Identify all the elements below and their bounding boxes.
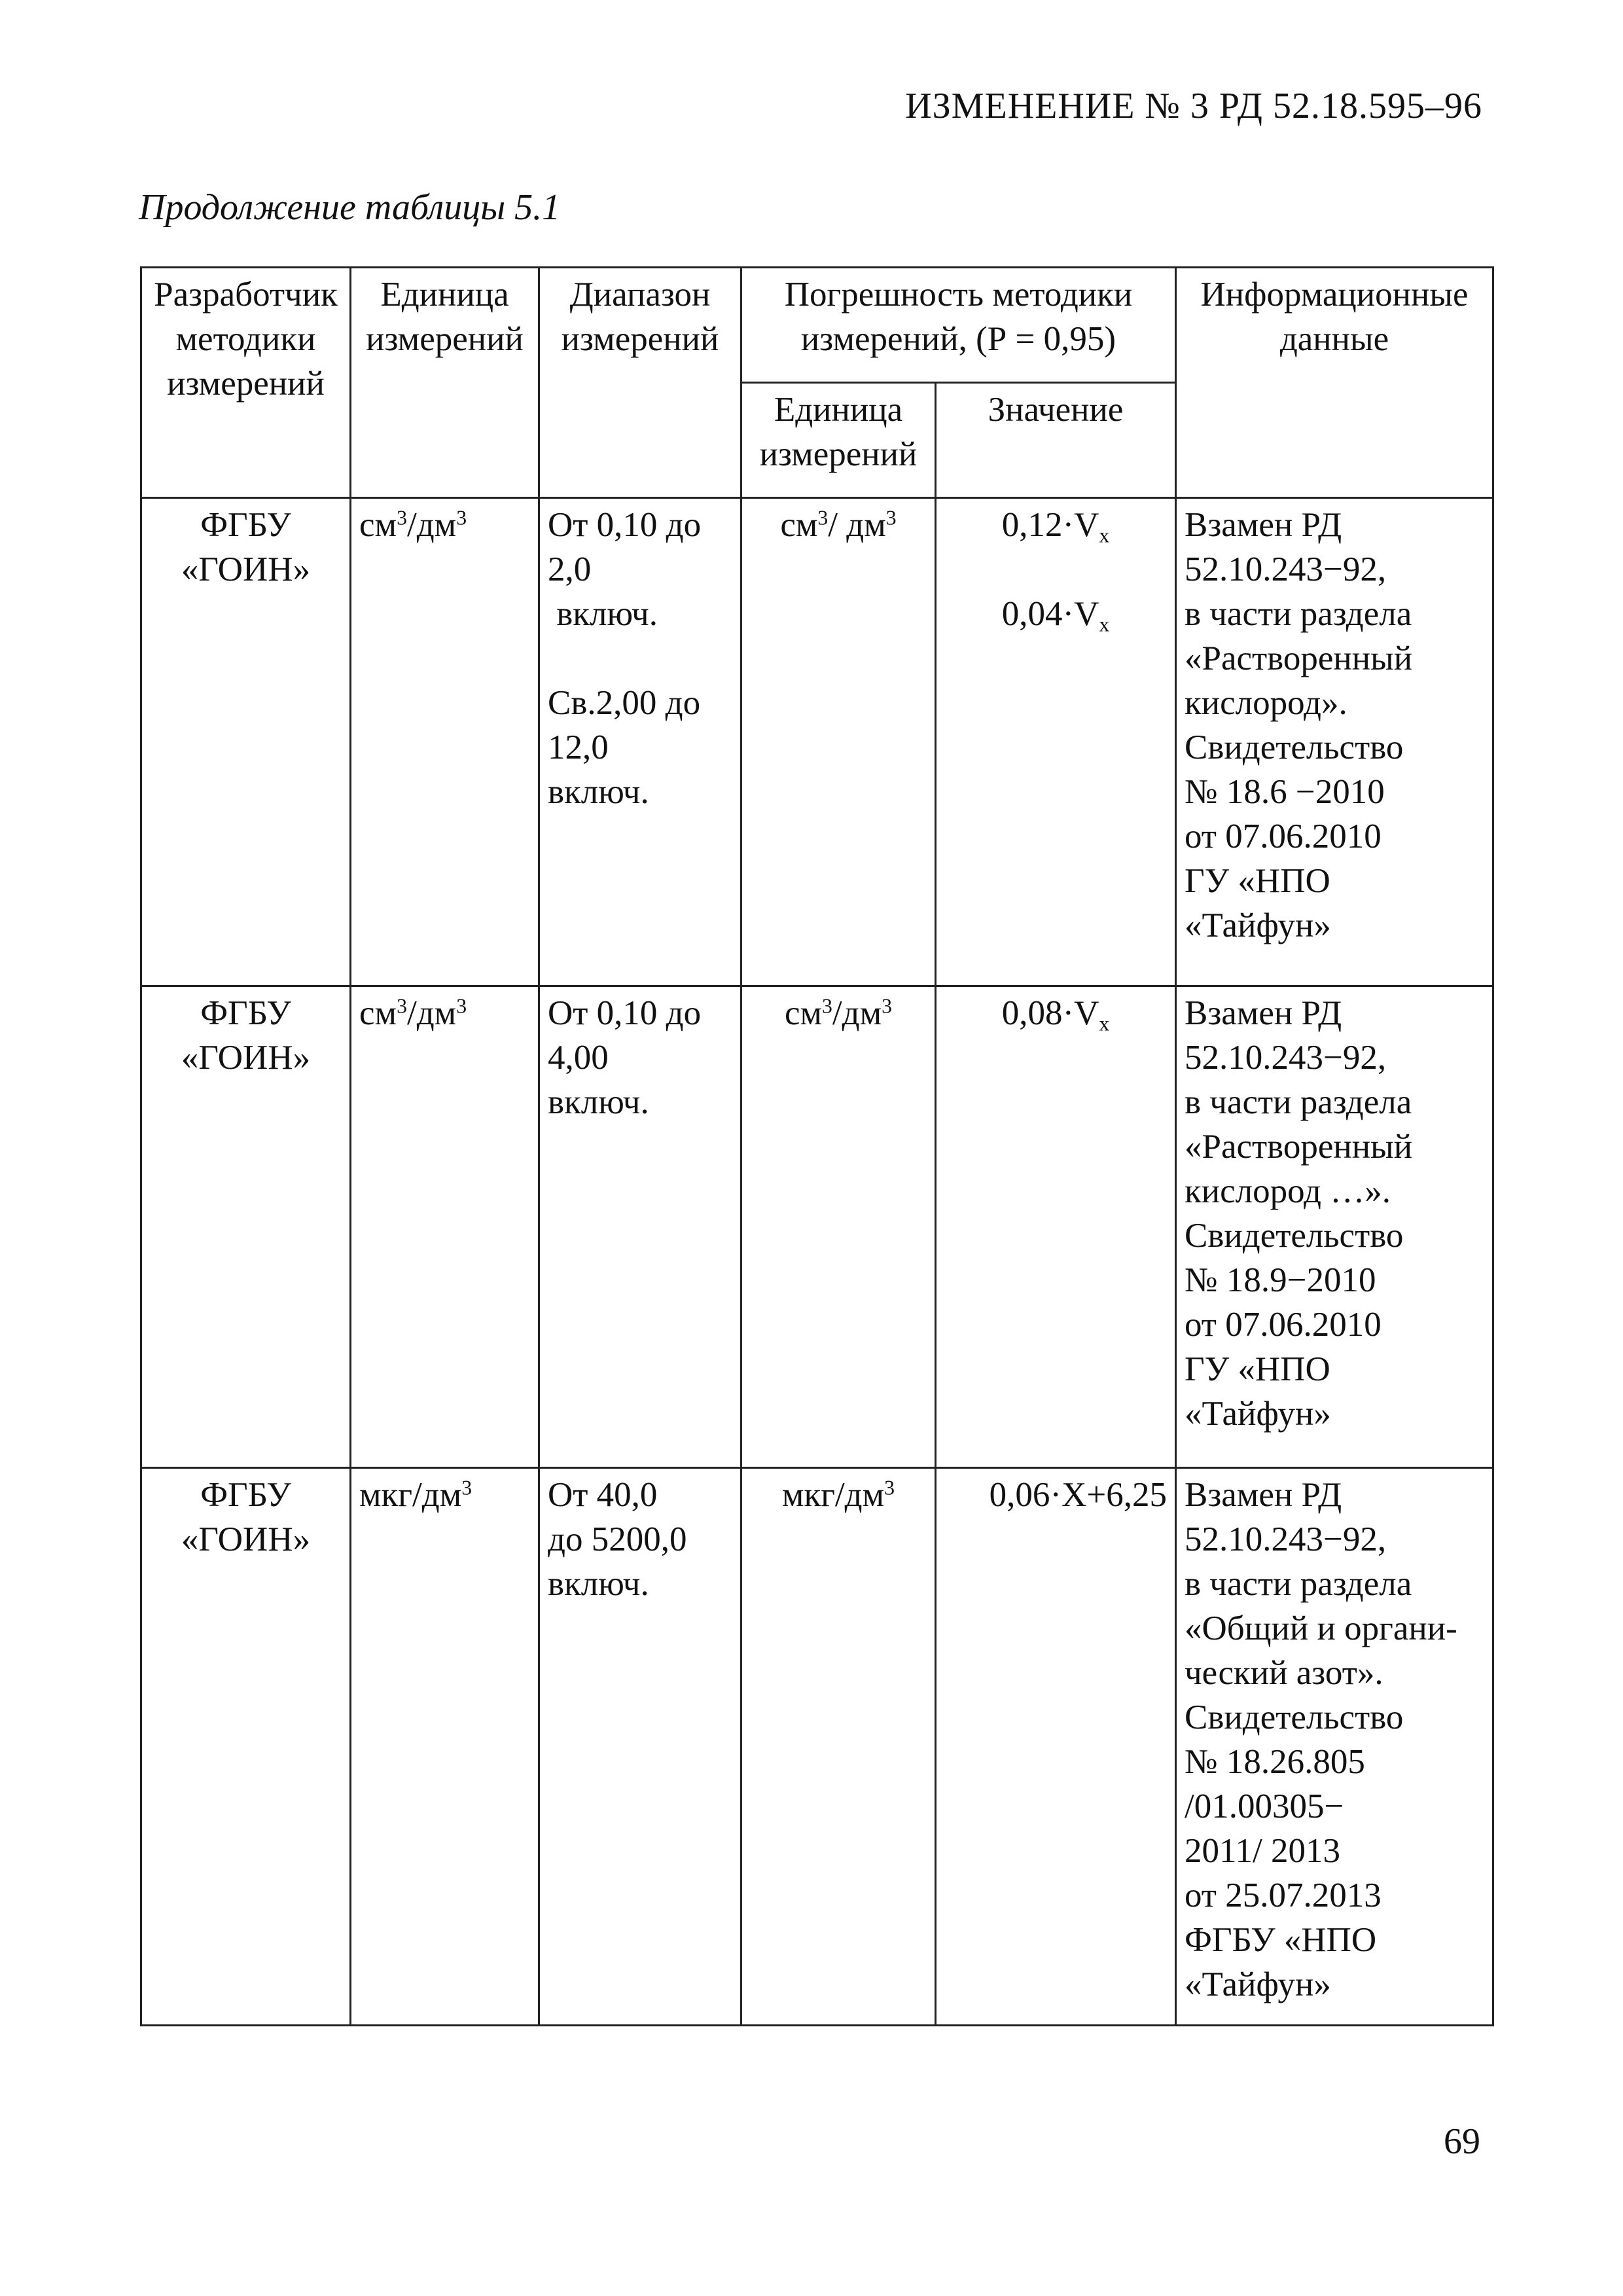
cell-unit: $см^3/дм^3$: [351, 986, 539, 1468]
cell-developer: ФГБУ «ГОИН»: [141, 498, 351, 986]
cell-unit: $см^3/дм^3$: [351, 498, 539, 986]
col-header-error-unit: Единица измерений: [741, 383, 936, 498]
cell-info: Взамен РД 52.10.243−92, в части раздела «Растворенный кислород …». Свидетельство № 18.9−2010 от 07.06.2010 ГУ «НПО «Тайфун»: [1176, 986, 1493, 1468]
cell-developer: ФГБУ «ГОИН»: [141, 986, 351, 1468]
table-row: [141, 986, 1493, 1468]
cell-range: От 0,10 до 4,00 включ.: [539, 986, 741, 1468]
cell-error-unit: $см^3/дм^3$: [741, 986, 936, 1468]
cell-range: От 0,10 до 2,0 включ. Св.2,00 до 12,0 включ.: [539, 498, 741, 986]
col-header-developer: Разработчик методики измерений: [141, 268, 351, 498]
document-header: ИЗМЕНЕНИЕ № 3 РД 52.18.595–96: [905, 86, 1482, 126]
col-header-info: Информационные данные: [1176, 268, 1493, 498]
cell-info: Взамен РД 52.10.243−92, в части раздела «Общий и органи- ческий азот». Свидетельство № 18.26.805 /01.00305− 2011/ 2013 от 25.07.2013 ФГБУ «НПО «Тайфун»: [1176, 1468, 1493, 2026]
measurement-methods-table: [140, 266, 1494, 2026]
cell-unit: мкг/$дм^3$: [351, 1468, 539, 2026]
cell-developer: ФГБУ «ГОИН»: [141, 1468, 351, 2026]
cell-error-value: $0,12\cdot V_x$ $0,04\cdot V_x$: [936, 498, 1176, 986]
page-number: 69: [1444, 2121, 1480, 2162]
col-header-error-value: Значение: [936, 383, 1176, 498]
cell-error-value: $0,08\cdot V_x$: [936, 986, 1176, 1468]
table-row: [141, 1468, 1493, 2026]
table-row: [141, 498, 1493, 986]
col-header-unit: Единица измерений: [351, 268, 539, 498]
cell-error-unit: мкг/$дм^3$: [741, 1468, 936, 2026]
cell-info: Взамен РД 52.10.243−92, в части раздела «Растворенный кислород». Свидетельство № 18.6 −2010 от 07.06.2010 ГУ «НПО «Тайфун»: [1176, 498, 1493, 986]
cell-error-unit: $см^3/$ $дм^3$: [741, 498, 936, 986]
cell-range: От 40,0 до 5200,0 включ.: [539, 1468, 741, 2026]
col-header-error-group: Погрешность методики измерений, (Р = 0,95): [741, 268, 1176, 383]
table-caption: Продолжение таблицы 5.1: [139, 187, 561, 228]
table-header-row: [141, 268, 1493, 383]
cell-error-value: 0,06·X+6,25: [936, 1468, 1176, 2026]
col-header-range: Диапазон измерений: [539, 268, 741, 498]
